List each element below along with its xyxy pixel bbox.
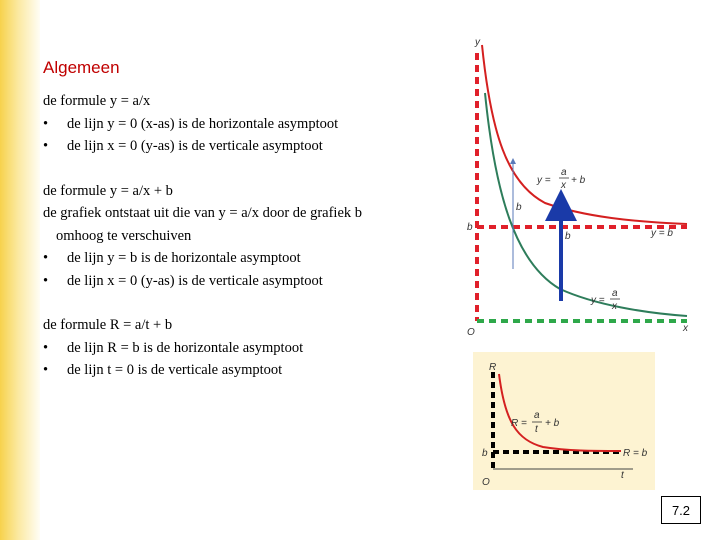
bullet-item bbox=[43, 135, 443, 158]
section-heading: de formule y = a/x + b bbox=[43, 182, 173, 199]
base-formula-num: a bbox=[612, 288, 618, 299]
bullet-dot: • bbox=[43, 339, 49, 356]
shifted-formula-num: a bbox=[561, 167, 567, 178]
bullet-text: de lijn y = 0 (x-as) is de horizontale asymptoot bbox=[67, 115, 339, 132]
bullet-item bbox=[43, 247, 443, 270]
bullet-text: de lijn x = 0 (y-as) is de verticale asymptoot bbox=[67, 138, 323, 154]
slide-content bbox=[43, 90, 443, 404]
r-t-figure bbox=[473, 352, 655, 490]
r-t-svg bbox=[473, 352, 655, 490]
section-heading: de formule y = a/x bbox=[43, 93, 151, 109]
r-formula-den: t bbox=[535, 424, 538, 435]
r-formula-prefix: R = bbox=[511, 418, 527, 429]
t-axis-label: t bbox=[621, 470, 624, 481]
bullet-item bbox=[43, 113, 443, 136]
section-formula-r bbox=[43, 314, 443, 382]
bullet-dot: • bbox=[43, 272, 49, 289]
section-text: omhoog te verschuiven bbox=[56, 227, 192, 244]
bullet-dot: • bbox=[43, 115, 49, 132]
r-formula-suffix: + b bbox=[545, 418, 560, 429]
bullet-item bbox=[43, 359, 443, 382]
bullet-dot: • bbox=[43, 250, 49, 266]
x-axis-label: x bbox=[683, 323, 688, 334]
bullet-dot: • bbox=[43, 138, 49, 154]
asymptote-label: y = b bbox=[651, 228, 673, 239]
y-axis-label: y bbox=[475, 37, 480, 48]
page-number-box bbox=[661, 496, 701, 524]
slide-title: Algemeen bbox=[43, 58, 120, 77]
shifted-formula-prefix: y = bbox=[537, 175, 551, 186]
bullet-text: de lijn t = 0 is de verticale asymptoot bbox=[67, 362, 283, 378]
hyperbola-svg bbox=[465, 33, 695, 343]
bullet-item bbox=[43, 337, 443, 360]
b-axis-label: b bbox=[467, 222, 473, 233]
base-formula-prefix: y = bbox=[591, 295, 605, 306]
bullet-text: de lijn y = b is de horizontale asymptoot bbox=[67, 250, 301, 266]
shifted-formula-suffix: + b bbox=[571, 175, 586, 186]
shifted-formula-den: x bbox=[561, 180, 566, 191]
side-gradient-band bbox=[0, 0, 40, 540]
bullet-text: de lijn R = b is de horizontale asymptoot bbox=[67, 339, 304, 356]
base-formula-den: x bbox=[612, 301, 617, 312]
section-text: de grafiek ontstaat uit die van y = a/x door de grafiek b bbox=[43, 205, 363, 221]
asymptote-label: R = b bbox=[623, 448, 648, 459]
page-number: 7.2 bbox=[671, 502, 691, 518]
origin-label: O bbox=[467, 327, 475, 338]
r-curve bbox=[499, 374, 621, 451]
r-formula-num: a bbox=[534, 410, 540, 421]
origin-label: O bbox=[482, 477, 490, 488]
b-axis-label: b bbox=[482, 448, 488, 459]
section-heading: de formule R = a/t + b bbox=[43, 317, 173, 333]
b-shift-label-2: b bbox=[565, 231, 571, 242]
section-formula-a-x bbox=[43, 90, 443, 158]
bullet-dot: • bbox=[43, 362, 49, 378]
bullet-item bbox=[43, 270, 443, 293]
bullet-text: de lijn x = 0 (y-as) is de verticale asymptoot bbox=[67, 272, 323, 289]
section-formula-a-x-plus-b bbox=[43, 180, 443, 293]
hyperbola-figure bbox=[465, 33, 695, 343]
b-shift-label-1: b bbox=[516, 202, 522, 213]
r-axis-label: R bbox=[489, 362, 497, 373]
